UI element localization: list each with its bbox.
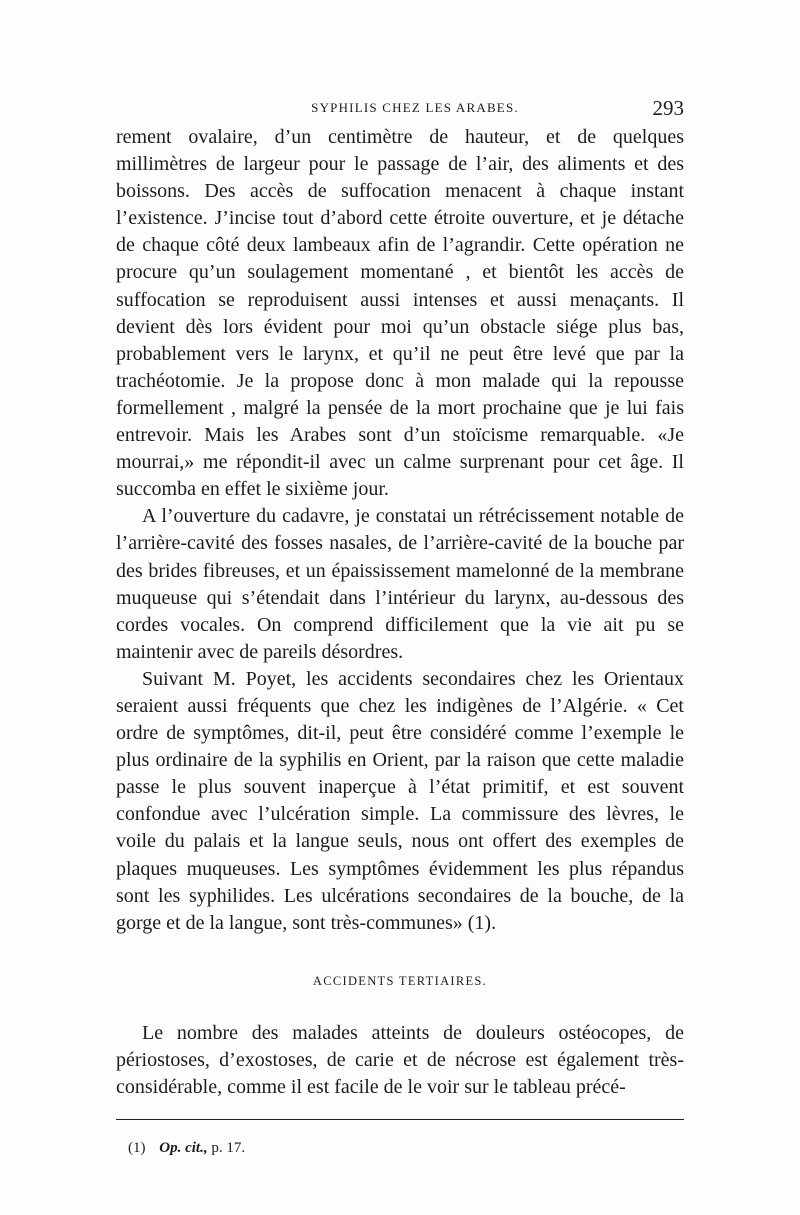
section-heading: ACCIDENTS TERTIAIRES. xyxy=(312,974,488,988)
page-number: 293 xyxy=(652,96,684,120)
section-text xyxy=(116,1020,684,1101)
running-title: SYPHILIS CHEZ LES ARABES. xyxy=(311,100,519,115)
section-paragraph: Le nombre des malades atteints de douleurs ostéocopes, de périostoses, d’exostoses, de carie et de nécrose est également très-considérable, comme il est facile de le voir sur le tableau précé- xyxy=(116,1022,684,1099)
footnote-rule xyxy=(116,1119,684,1120)
footnote-page: p. 17. xyxy=(211,1140,246,1156)
footnote-reference: Op. cit., xyxy=(159,1140,208,1156)
body-text xyxy=(116,124,684,937)
paragraph-1: rement ovalaire, d’un centimètre de hauteur, et de quelques millimètres de largeur pour le passage de l’air, des aliments et des boissons. Des accès de suffocation menacent à chaque instant l’existence. J’incise tout d’abord cette étroite ouverture, et je détache de chaque côté deux lambeaux afin de l’agrandir. Cette opération ne procure qu’un soulagement momentané , et bientôt les accès de suffocation se reproduisent aussi intenses et aussi menaçants. Il devient dès lors évident pour moi qu’un obstacle siége plus bas, probablement vers le larynx, et qu’il ne peut être levé que par la trachéotomie. Je la propose donc à mon malade qui la repousse formellement , malgré la pensée de la mort prochaine que je lui fais entrevoir. Mais les Arabes sont d’un stoïcisme remarquable. «Je mourrai,» me répondit-il avec un calme surprenant pour cet âge. Il succomba en effet le sixième jour. xyxy=(116,126,684,501)
footnote xyxy=(128,1140,245,1157)
running-head xyxy=(116,96,684,120)
footnote-marker: (1) xyxy=(128,1140,146,1156)
paragraph-2: A l’ouverture du cadavre, je constatai un rétrécissement notable de l’arrière-cavité des fosses nasales, de l’arrière-cavité de la bouche par des brides fibreuses, et un épaississement mamelonné de la membrane muqueuse qui s’étendait dans l’intérieur du larynx, au-dessous des cordes vocales. On comprend difficilement que la vie ait pu se maintenir avec de pareils désordres. xyxy=(116,505,684,663)
paragraph-3: Suivant M. Poyet, les accidents secondaires chez les Orientaux seraient aussi fréquents que chez les indigènes de l’Algérie. « Cet ordre de symptômes, dit-il, peut être considéré comme l’exemple le plus ordinaire de la syphilis en Orient, par la raison que cette maladie passe le plus souvent inaperçue à l’état primitif, et est souvent confondue avec l’ulcération simple. La commissure des lèvres, le voile du palais et la langue seuls, nous ont offert des exemples de plaques muqueuses. Les symptômes évidemment les plus répandus sont les syphilides. Les ulcérations secondaires de la bouche, de la gorge et de la langue, sont très-communes» (1). xyxy=(116,667,684,934)
